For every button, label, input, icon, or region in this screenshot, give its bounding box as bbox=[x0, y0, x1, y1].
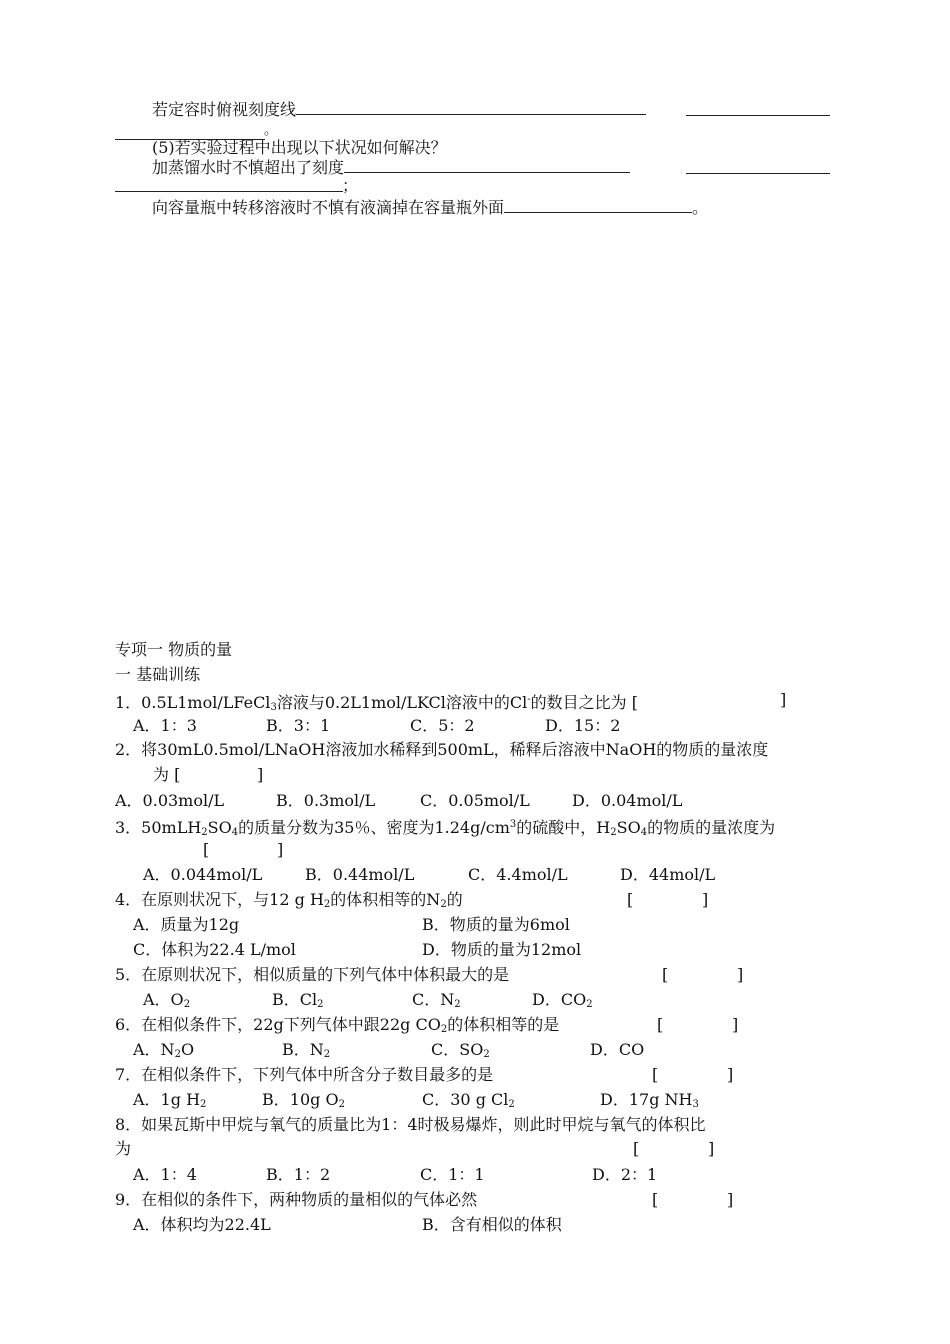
option-text: A．1g H bbox=[133, 1090, 201, 1109]
option-c[interactable]: C．4.4mol/L bbox=[468, 865, 568, 884]
option-text: C．SO bbox=[431, 1040, 484, 1059]
option-text: A．O bbox=[143, 990, 184, 1009]
answer-bracket[interactable]: ] bbox=[780, 690, 787, 709]
answer-bracket-left[interactable]: [ bbox=[657, 1015, 664, 1034]
option-c[interactable]: C．体积为22.4 L/mol bbox=[133, 940, 296, 959]
option-a[interactable]: A．0.03mol/L bbox=[115, 791, 225, 810]
answer-bracket-left[interactable]: [ bbox=[633, 1139, 640, 1158]
question-7-stem: 7．在相似条件下，下列气体中所含分子数目最多的是 bbox=[115, 1065, 494, 1084]
subscript: 4 bbox=[231, 827, 239, 838]
subscript: 2 bbox=[200, 1099, 207, 1110]
option-a[interactable]: A．0.044mol/L bbox=[143, 865, 263, 884]
option-text: B．N bbox=[282, 1040, 324, 1059]
option-a[interactable]: A．1：4 bbox=[133, 1165, 197, 1184]
subscript: 2 bbox=[323, 1049, 331, 1060]
stem-part: 的硫酸中，H bbox=[516, 818, 611, 837]
answer-bracket-right[interactable]: ] bbox=[737, 965, 744, 984]
option-c[interactable]: C．1：1 bbox=[420, 1165, 485, 1184]
option-c[interactable]: C．0.05mol/L bbox=[420, 791, 530, 810]
stem-part: 的物质的量浓度为 bbox=[647, 818, 776, 837]
answer-blank[interactable] bbox=[686, 100, 830, 116]
stem-part: SO bbox=[616, 818, 641, 837]
punctuation: ； bbox=[342, 176, 359, 195]
option-d[interactable]: D．2：1 bbox=[592, 1165, 658, 1184]
answer-bracket-right[interactable]: ] bbox=[727, 1065, 734, 1084]
superscript: - bbox=[527, 694, 531, 705]
question-text: 加蒸馏水时不慎超出了刻度 bbox=[152, 158, 345, 177]
stem-part: 的 bbox=[446, 890, 463, 909]
subscript: 2 bbox=[201, 827, 208, 838]
answer-bracket-left[interactable]: [ bbox=[652, 1190, 659, 1209]
section-title: 专项一 物质的量 bbox=[115, 640, 233, 659]
option-d[interactable]: D．0.04mol/L bbox=[572, 791, 683, 810]
subscript: 2 bbox=[323, 899, 331, 910]
answer-bracket-left[interactable]: [ bbox=[627, 890, 634, 909]
subscript: 2 bbox=[317, 999, 324, 1010]
fill-line-3 bbox=[152, 197, 708, 218]
option-a[interactable]: A．1：3 bbox=[133, 716, 197, 735]
subscript: 2 bbox=[454, 999, 461, 1010]
option-a[interactable] bbox=[133, 1040, 194, 1065]
answer-blank[interactable] bbox=[686, 158, 830, 174]
subscript: 2 bbox=[483, 1049, 490, 1060]
subscript: 4 bbox=[640, 827, 648, 838]
stem-part: SO bbox=[207, 818, 232, 837]
option-d[interactable]: D．CO bbox=[590, 1040, 645, 1059]
option-text: D．CO bbox=[532, 990, 587, 1009]
option-text: O bbox=[180, 1040, 195, 1059]
option-c[interactable] bbox=[431, 1040, 490, 1065]
option-b[interactable]: B．3：1 bbox=[266, 716, 331, 735]
option-text: B．Cl bbox=[272, 990, 318, 1009]
option-a[interactable] bbox=[143, 990, 190, 1015]
subscript: 3 bbox=[692, 1099, 699, 1110]
answer-blank[interactable] bbox=[115, 176, 343, 192]
answer-blank[interactable] bbox=[344, 157, 630, 173]
stem-part: 的质量分数为35％、密度为1.24g/cm bbox=[238, 818, 510, 837]
fill-line-2 bbox=[152, 157, 630, 178]
option-b[interactable]: B．1：2 bbox=[266, 1165, 331, 1184]
option-b[interactable]: B．0.3mol/L bbox=[276, 791, 376, 810]
subscript: 2 bbox=[586, 999, 593, 1010]
answer-bracket-right[interactable]: ] bbox=[277, 840, 284, 859]
option-b[interactable]: B．物质的量为6mol bbox=[422, 915, 570, 934]
question-text: 向容量瓶中转移溶液时不慎有液滴掉在容量瓶外面 bbox=[152, 198, 505, 217]
section-subtitle: 一 基础训练 bbox=[115, 665, 201, 684]
punctuation: 。 bbox=[264, 123, 278, 138]
stem-part: 溶液与0.2L1mol/LKCl溶液中的Cl bbox=[276, 693, 528, 712]
answer-bracket-left[interactable]: [ bbox=[652, 1065, 659, 1084]
option-a[interactable]: A．体积均为22.4L bbox=[133, 1215, 271, 1234]
option-b[interactable]: B．含有相似的体积 bbox=[422, 1215, 562, 1234]
option-text: A．N bbox=[133, 1040, 175, 1059]
answer-blank[interactable] bbox=[504, 197, 692, 213]
option-c[interactable]: C．5：2 bbox=[410, 716, 475, 735]
question-1-stem bbox=[115, 690, 638, 718]
question-8-stem: 8．如果瓦斯中甲烷与氧气的质量比为1：4时极易爆炸，则此时甲烷与氧气的体积比 bbox=[115, 1115, 706, 1134]
stem-part: 1．0.5L1mol/LFeCl bbox=[115, 693, 271, 712]
subscript: 2 bbox=[610, 827, 617, 838]
option-d[interactable]: D．物质的量为12mol bbox=[422, 940, 582, 959]
subscript: 2 bbox=[440, 1024, 448, 1035]
question-2-stem-cont: 为 [ bbox=[153, 765, 181, 784]
option-d[interactable] bbox=[532, 990, 593, 1015]
option-d[interactable] bbox=[600, 1090, 699, 1115]
question-9-stem: 9．在相似的条件下，两种物质的量相似的气体必然 bbox=[115, 1190, 478, 1209]
option-a[interactable]: A．质量为12g bbox=[133, 915, 240, 934]
stem-part: 3．50mLH bbox=[115, 818, 202, 837]
option-c[interactable] bbox=[422, 1090, 515, 1115]
option-c[interactable] bbox=[412, 990, 461, 1015]
stem-part: 的体积相等的是 bbox=[447, 1015, 560, 1034]
question-5-stem: 5．在原则状况下，相似质量的下列气体中体积最大的是 bbox=[115, 965, 510, 984]
superscript: 3 bbox=[509, 819, 517, 830]
option-b[interactable]: B．0.44mol/L bbox=[305, 865, 415, 884]
subscript: 2 bbox=[508, 1099, 515, 1110]
subscript: 3 bbox=[270, 702, 277, 713]
option-text: D．17g NH bbox=[600, 1090, 693, 1109]
question-2-stem: 2．将30mL0.5mol/LNaOH溶液加水稀释到500mL，稀释后溶液中NaOH的物质的量浓度 bbox=[115, 740, 769, 759]
question-6-stem bbox=[115, 1015, 559, 1040]
answer-bracket-left[interactable]: [ bbox=[662, 965, 669, 984]
subscript: 2 bbox=[338, 1099, 345, 1110]
answer-bracket-right[interactable]: ] bbox=[732, 1015, 739, 1034]
stem-part: 6．在相似条件下，22g下列气体中跟22g CO bbox=[115, 1015, 441, 1034]
option-d[interactable]: D．15：2 bbox=[545, 716, 621, 735]
subscript: 2 bbox=[174, 1049, 181, 1060]
option-text: C．30 g Cl bbox=[422, 1090, 509, 1109]
answer-bracket[interactable]: ] bbox=[257, 765, 264, 784]
question-text: 若定容时俯视刻度线 bbox=[152, 100, 297, 119]
question-8-stem-cont: 为 bbox=[115, 1139, 132, 1158]
option-d[interactable]: D．44mol/L bbox=[620, 865, 716, 884]
punctuation: 。 bbox=[692, 198, 709, 217]
option-a[interactable] bbox=[133, 1090, 206, 1115]
option-b[interactable] bbox=[282, 1040, 330, 1065]
option-b[interactable] bbox=[262, 1090, 345, 1115]
stem-part: 4．在原则状况下，与12 g H bbox=[115, 890, 324, 909]
answer-bracket-right[interactable]: ] bbox=[708, 1139, 715, 1158]
subscript: 2 bbox=[440, 899, 447, 910]
stem-part: 的体积相等的N bbox=[330, 890, 441, 909]
subscript: 2 bbox=[183, 999, 191, 1010]
option-b[interactable] bbox=[272, 990, 324, 1015]
option-text: C．N bbox=[412, 990, 455, 1009]
question-4-stem bbox=[115, 890, 463, 915]
answer-blank[interactable] bbox=[296, 99, 646, 115]
answer-bracket-left[interactable]: [ bbox=[203, 840, 210, 859]
answer-bracket-right[interactable]: ] bbox=[727, 1190, 734, 1209]
option-text: B．10g O bbox=[262, 1090, 339, 1109]
fill-line-1 bbox=[152, 99, 646, 120]
answer-bracket-right[interactable]: ] bbox=[702, 890, 709, 909]
stem-part: 的数目之比为 [ bbox=[530, 693, 638, 712]
question-5-text: (5)若实验过程中出现以下状况如何解决？ bbox=[152, 138, 447, 157]
question-3-stem bbox=[115, 815, 775, 843]
